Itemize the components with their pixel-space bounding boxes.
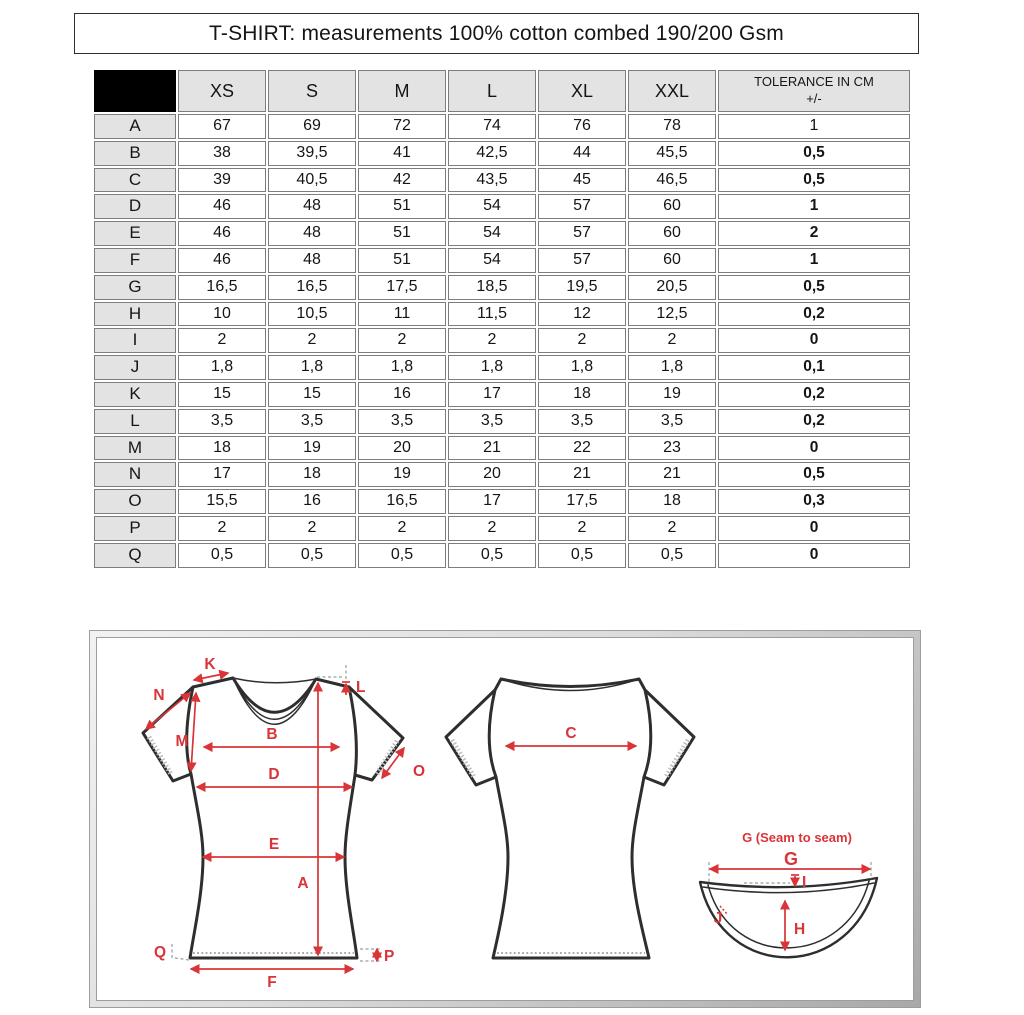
col-header-xxl: XXL bbox=[628, 70, 716, 112]
row-label: C bbox=[94, 168, 176, 193]
label-g: G bbox=[783, 849, 799, 869]
size-value-xs: 3,5 bbox=[178, 409, 266, 434]
size-value-xl: 18 bbox=[538, 382, 626, 407]
col-header-l: L bbox=[448, 70, 536, 112]
size-value-l: 1,8 bbox=[448, 355, 536, 380]
size-value-s: 48 bbox=[268, 248, 356, 273]
label-o: O bbox=[412, 763, 426, 780]
size-value-s: 2 bbox=[268, 328, 356, 353]
diagram-frame bbox=[89, 630, 921, 1008]
col-header-s: S bbox=[268, 70, 356, 112]
size-value-xxl: 0,5 bbox=[628, 543, 716, 568]
size-value-xs: 18 bbox=[178, 436, 266, 461]
size-value-l: 18,5 bbox=[448, 275, 536, 300]
table-row bbox=[94, 168, 910, 193]
tolerance-value: 0,2 bbox=[718, 382, 910, 407]
row-label: D bbox=[94, 194, 176, 219]
size-value-xl: 21 bbox=[538, 462, 626, 487]
size-value-s: 15 bbox=[268, 382, 356, 407]
size-value-xs: 39 bbox=[178, 168, 266, 193]
size-value-xs: 1,8 bbox=[178, 355, 266, 380]
size-value-l: 54 bbox=[448, 221, 536, 246]
size-value-s: 16,5 bbox=[268, 275, 356, 300]
size-value-m: 2 bbox=[358, 328, 446, 353]
tolerance-header-line2: +/- bbox=[806, 91, 822, 106]
size-value-xs: 2 bbox=[178, 516, 266, 541]
size-value-xs: 0,5 bbox=[178, 543, 266, 568]
table-row bbox=[94, 328, 910, 353]
size-value-l: 42,5 bbox=[448, 141, 536, 166]
size-value-xxl: 20,5 bbox=[628, 275, 716, 300]
row-label: B bbox=[94, 141, 176, 166]
col-header-m: M bbox=[358, 70, 446, 112]
row-label: M bbox=[94, 436, 176, 461]
table-row bbox=[94, 516, 910, 541]
size-value-s: 18 bbox=[268, 462, 356, 487]
label-i: I bbox=[802, 874, 807, 891]
size-value-m: 17,5 bbox=[358, 275, 446, 300]
size-value-xxl: 2 bbox=[628, 516, 716, 541]
label-b: B bbox=[266, 726, 278, 743]
size-value-xxl: 12,5 bbox=[628, 302, 716, 327]
front-shirt bbox=[143, 678, 403, 958]
row-label: I bbox=[94, 328, 176, 353]
back-shirt bbox=[446, 679, 694, 958]
size-value-m: 16 bbox=[358, 382, 446, 407]
size-value-s: 2 bbox=[268, 516, 356, 541]
size-value-l: 74 bbox=[448, 114, 536, 139]
label-p: P bbox=[384, 948, 395, 965]
size-value-l: 21 bbox=[448, 436, 536, 461]
row-label: K bbox=[94, 382, 176, 407]
tolerance-value: 2 bbox=[718, 221, 910, 246]
size-value-xs: 46 bbox=[178, 248, 266, 273]
front-shirt-outline bbox=[143, 678, 403, 958]
measurement-table bbox=[92, 68, 912, 570]
size-value-m: 19 bbox=[358, 462, 446, 487]
row-label: N bbox=[94, 462, 176, 487]
collar-caption: G (Seam to seam) bbox=[742, 830, 852, 845]
size-value-l: 0,5 bbox=[448, 543, 536, 568]
table-header-row bbox=[94, 70, 910, 112]
size-value-s: 16 bbox=[268, 489, 356, 514]
size-value-xs: 16,5 bbox=[178, 275, 266, 300]
diagram-canvas bbox=[96, 637, 914, 1001]
tolerance-value: 1 bbox=[718, 114, 910, 139]
col-header-tolerance bbox=[718, 70, 910, 112]
size-value-xl: 0,5 bbox=[538, 543, 626, 568]
size-value-xl: 2 bbox=[538, 328, 626, 353]
size-value-xs: 15 bbox=[178, 382, 266, 407]
size-value-s: 48 bbox=[268, 221, 356, 246]
label-k: K bbox=[204, 656, 216, 673]
label-j: J bbox=[713, 910, 723, 927]
table-row bbox=[94, 355, 910, 380]
back-shirt-outline bbox=[446, 679, 694, 958]
table-row bbox=[94, 409, 910, 434]
size-value-xxl: 19 bbox=[628, 382, 716, 407]
table-row bbox=[94, 489, 910, 514]
label-e: E bbox=[268, 836, 280, 853]
tolerance-value: 0,5 bbox=[718, 141, 910, 166]
size-value-xl: 57 bbox=[538, 221, 626, 246]
size-value-s: 1,8 bbox=[268, 355, 356, 380]
label-n: N bbox=[153, 687, 165, 704]
size-value-m: 51 bbox=[358, 194, 446, 219]
size-value-s: 48 bbox=[268, 194, 356, 219]
size-value-xl: 44 bbox=[538, 141, 626, 166]
row-label: F bbox=[94, 248, 176, 273]
row-label: P bbox=[94, 516, 176, 541]
size-value-s: 69 bbox=[268, 114, 356, 139]
size-value-xxl: 1,8 bbox=[628, 355, 716, 380]
tolerance-value: 1 bbox=[718, 248, 910, 273]
size-value-xxl: 3,5 bbox=[628, 409, 716, 434]
size-value-xxl: 60 bbox=[628, 248, 716, 273]
col-header-xl: XL bbox=[538, 70, 626, 112]
size-value-s: 10,5 bbox=[268, 302, 356, 327]
size-value-l: 43,5 bbox=[448, 168, 536, 193]
size-value-xs: 46 bbox=[178, 194, 266, 219]
size-value-xxl: 78 bbox=[628, 114, 716, 139]
row-label: E bbox=[94, 221, 176, 246]
size-value-xxl: 45,5 bbox=[628, 141, 716, 166]
size-value-xxl: 60 bbox=[628, 221, 716, 246]
size-value-s: 0,5 bbox=[268, 543, 356, 568]
size-value-m: 2 bbox=[358, 516, 446, 541]
size-value-m: 11 bbox=[358, 302, 446, 327]
tolerance-header-line1: TOLERANCE IN CM bbox=[754, 74, 874, 90]
label-l: L bbox=[356, 679, 366, 696]
corner-cell bbox=[94, 70, 176, 112]
tolerance-value: 0,2 bbox=[718, 409, 910, 434]
tolerance-value: 0 bbox=[718, 436, 910, 461]
size-value-xl: 22 bbox=[538, 436, 626, 461]
size-value-xs: 10 bbox=[178, 302, 266, 327]
size-value-xs: 15,5 bbox=[178, 489, 266, 514]
size-value-m: 0,5 bbox=[358, 543, 446, 568]
tolerance-value: 0 bbox=[718, 516, 910, 541]
row-label: J bbox=[94, 355, 176, 380]
size-value-xxl: 2 bbox=[628, 328, 716, 353]
collar-detail bbox=[700, 878, 877, 957]
tshirt-measurement-diagram bbox=[97, 638, 915, 1002]
label-c: C bbox=[565, 725, 577, 742]
size-value-xs: 2 bbox=[178, 328, 266, 353]
size-value-m: 41 bbox=[358, 141, 446, 166]
col-header-xs: XS bbox=[178, 70, 266, 112]
sheet-title: T-SHIRT: measurements 100% cotton combed 190/200 Gsm bbox=[74, 13, 919, 54]
size-value-m: 3,5 bbox=[358, 409, 446, 434]
size-value-xl: 19,5 bbox=[538, 275, 626, 300]
table-row bbox=[94, 302, 910, 327]
measure-arrow-i bbox=[791, 875, 799, 886]
size-value-l: 20 bbox=[448, 462, 536, 487]
tolerance-value: 0,2 bbox=[718, 302, 910, 327]
size-value-xs: 67 bbox=[178, 114, 266, 139]
table-row bbox=[94, 382, 910, 407]
size-value-xs: 17 bbox=[178, 462, 266, 487]
size-value-xxl: 60 bbox=[628, 194, 716, 219]
size-value-m: 51 bbox=[358, 248, 446, 273]
size-value-xl: 57 bbox=[538, 194, 626, 219]
tolerance-value: 1 bbox=[718, 194, 910, 219]
size-value-m: 16,5 bbox=[358, 489, 446, 514]
table-row bbox=[94, 543, 910, 568]
size-value-s: 19 bbox=[268, 436, 356, 461]
size-value-l: 3,5 bbox=[448, 409, 536, 434]
size-value-xs: 46 bbox=[178, 221, 266, 246]
table-row bbox=[94, 141, 910, 166]
size-value-xs: 38 bbox=[178, 141, 266, 166]
size-value-l: 17 bbox=[448, 382, 536, 407]
size-value-l: 54 bbox=[448, 248, 536, 273]
size-value-xxl: 18 bbox=[628, 489, 716, 514]
size-value-xxl: 46,5 bbox=[628, 168, 716, 193]
table-row bbox=[94, 462, 910, 487]
size-value-l: 17 bbox=[448, 489, 536, 514]
size-value-xl: 57 bbox=[538, 248, 626, 273]
label-h: H bbox=[794, 921, 806, 938]
size-value-m: 42 bbox=[358, 168, 446, 193]
tolerance-value: 0,5 bbox=[718, 462, 910, 487]
row-label: Q bbox=[94, 543, 176, 568]
size-value-xxl: 21 bbox=[628, 462, 716, 487]
row-label: A bbox=[94, 114, 176, 139]
size-value-xl: 2 bbox=[538, 516, 626, 541]
size-value-m: 1,8 bbox=[358, 355, 446, 380]
label-q: Q bbox=[153, 944, 167, 961]
size-value-xxl: 23 bbox=[628, 436, 716, 461]
size-value-xl: 1,8 bbox=[538, 355, 626, 380]
tolerance-value: 0 bbox=[718, 328, 910, 353]
table-row bbox=[94, 248, 910, 273]
row-label: O bbox=[94, 489, 176, 514]
label-f: F bbox=[267, 974, 277, 991]
size-value-s: 40,5 bbox=[268, 168, 356, 193]
size-value-l: 2 bbox=[448, 328, 536, 353]
row-label: G bbox=[94, 275, 176, 300]
tolerance-value: 0,5 bbox=[718, 168, 910, 193]
table-row bbox=[94, 114, 910, 139]
tolerance-value: 0,3 bbox=[718, 489, 910, 514]
tolerance-value: 0 bbox=[718, 543, 910, 568]
table-row bbox=[94, 194, 910, 219]
size-value-s: 39,5 bbox=[268, 141, 356, 166]
size-value-xl: 12 bbox=[538, 302, 626, 327]
size-value-m: 51 bbox=[358, 221, 446, 246]
row-label: L bbox=[94, 409, 176, 434]
label-m: M bbox=[175, 733, 189, 750]
table-row bbox=[94, 436, 910, 461]
tolerance-value: 0,5 bbox=[718, 275, 910, 300]
size-value-m: 20 bbox=[358, 436, 446, 461]
table-row bbox=[94, 275, 910, 300]
table-row bbox=[94, 221, 910, 246]
size-value-xl: 45 bbox=[538, 168, 626, 193]
size-value-l: 11,5 bbox=[448, 302, 536, 327]
tolerance-value: 0,1 bbox=[718, 355, 910, 380]
label-d: D bbox=[268, 766, 280, 783]
size-value-l: 2 bbox=[448, 516, 536, 541]
label-a: A bbox=[297, 875, 309, 892]
size-value-l: 54 bbox=[448, 194, 536, 219]
row-label: H bbox=[94, 302, 176, 327]
size-value-s: 3,5 bbox=[268, 409, 356, 434]
size-table-body bbox=[94, 114, 910, 568]
size-value-xl: 3,5 bbox=[538, 409, 626, 434]
size-value-xl: 76 bbox=[538, 114, 626, 139]
size-value-xl: 17,5 bbox=[538, 489, 626, 514]
size-value-m: 72 bbox=[358, 114, 446, 139]
